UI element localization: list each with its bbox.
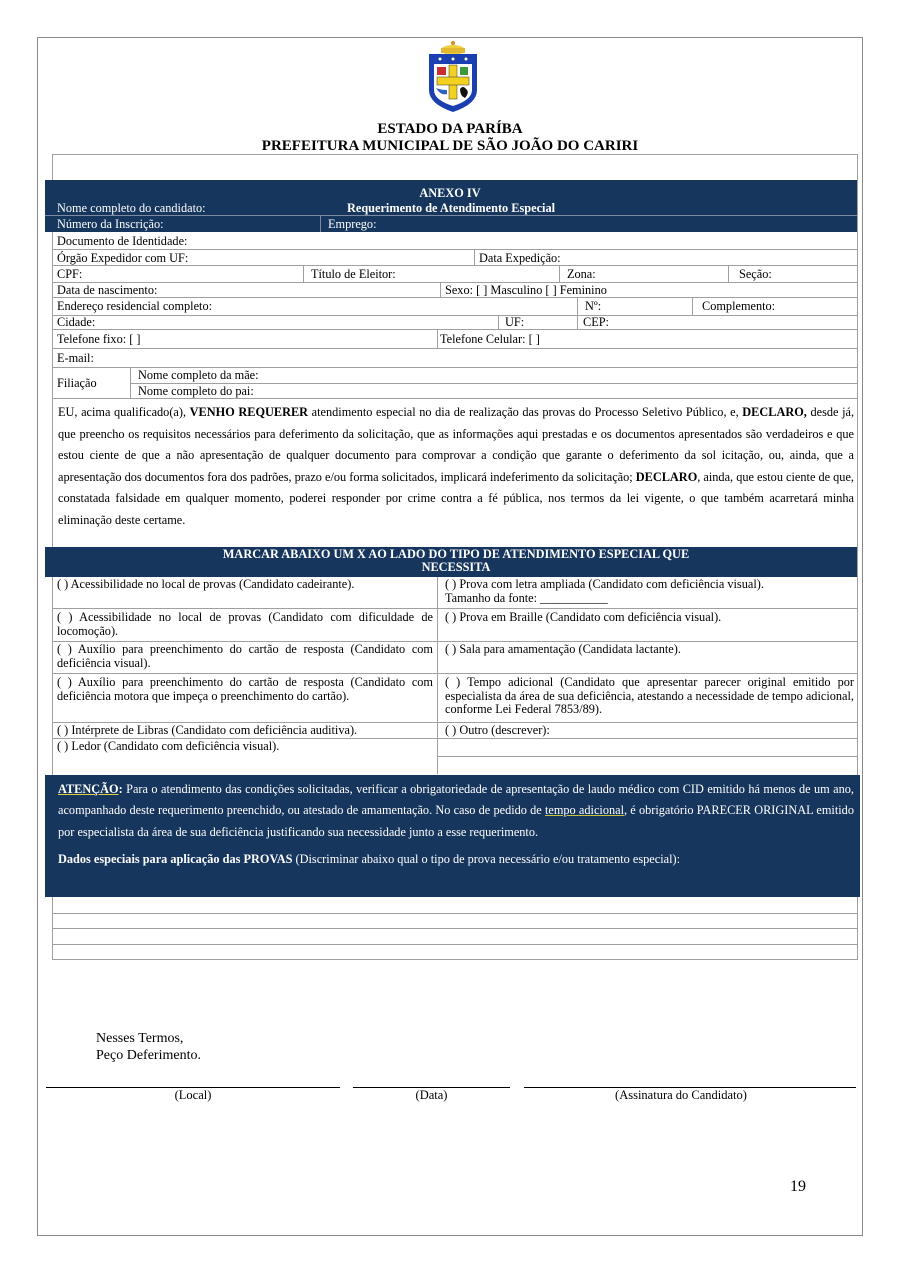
divider [437,756,858,757]
divider [52,348,858,349]
field-endereco[interactable]: Endereço residencial completo: [57,299,213,313]
field-nome-mae[interactable]: Nome completo da mãe: [138,368,259,382]
option-tempo-adicional[interactable]: ( ) Tempo adicional (Candidato que apresentar parecer original emitido por especialista da área de sua deficiência, atestando a necessidade de tempo adicional, conforme Lei Federal 7853/89). [445,675,854,716]
divider [52,398,858,399]
divider [692,298,693,315]
local-label: (Local) [174,1088,212,1102]
divider [52,249,858,250]
state-title: ESTADO DA PARÍBA [377,121,523,137]
field-orgao-expedidor[interactable]: Órgão Expedidor com UF: [57,251,189,265]
divider [728,266,729,282]
closing-line1: Nesses Termos, [96,1031,184,1046]
field-uf[interactable]: UF: [505,315,525,329]
options-header-line2: NECESSITA [421,560,491,574]
declaration-paragraph: EU, acima qualificado(a), VENHO REQUERER atendimento especial no dia de realização das provas do Processo Seletivo Público, e, DECLARO, desde já, que preencho os requisitos necessários para deferimento da solicitação, que as informações aqui prestadas e os documentos apresentados são verdadeiros e que estou ciente de que a não apresentação de qualquer documento para comprovar a condição que garante o deferimento da sol icitação, ou, ainda, que a apresentação dos documentos fora dos padrões, prazo e/ou forma solicitados, implicará indeferimento da solicitação; DECLARO, ainda, que estou ciente de que, constatada falsidade em qualquer momento, poderei responder por crime contra a fé pública, nos termos da lei vigente, o que também acarretará minha eliminação deste certame. [58,405,855,527]
divider [52,329,858,330]
option-acessibilidade-cadeirante[interactable]: ( ) Acessibilidade no local de provas (Candidato cadeirante). [57,577,355,591]
signature-label: (Assinatura do Candidato) [615,1088,747,1102]
divider [130,367,131,398]
field-cep[interactable]: CEP: [583,315,609,329]
special-data-instruction: Dados especiais para aplicação das PROVAS (Discriminar abaixo qual o tipo de prova necessário e/ou tratamento especial): [58,852,681,866]
field-titulo-eleitor[interactable]: Título de Eleitor: [311,267,396,281]
divider [320,216,321,232]
field-emprego[interactable]: Emprego: [328,217,377,231]
divider [437,577,438,774]
field-numero-inscricao[interactable]: Número da Inscrição: [57,217,164,231]
annex-subtitle: Requerimento de Atendimento Especial [347,201,556,215]
field-data-nascimento[interactable]: Data de nascimento: [57,283,158,297]
write-line[interactable] [52,913,858,914]
field-email[interactable]: E-mail: [57,351,94,365]
divider [559,266,560,282]
page-number: 19 [790,1178,806,1195]
field-telefone-celular[interactable]: Telefone Celular: [ ] [440,332,540,346]
field-cidade[interactable]: Cidade: [57,315,96,329]
field-complemento[interactable]: Complemento: [702,299,776,313]
field-sexo[interactable]: Sexo: [ ] Masculino [ ] Feminino [445,283,607,297]
divider [52,673,858,674]
write-line[interactable] [52,959,858,960]
field-secao[interactable]: Seção: [739,267,772,281]
divider [52,608,858,609]
divider [52,315,858,316]
divider [303,266,304,282]
options-header-line1: MARCAR ABAIXO UM X AO LADO DO TIPO DE ATENDIMENTO ESPECIAL QUE [222,547,690,561]
filiacao-label: Filiação [57,376,97,390]
write-line[interactable] [52,944,858,945]
option-outro[interactable]: ( ) Outro (descrever): [445,723,550,737]
date-label: (Data) [415,1088,448,1102]
field-data-expedicao[interactable]: Data Expedição: [479,251,561,265]
option-auxilio-motora[interactable]: ( ) Auxílio para preenchimento do cartão de resposta (Candidato com deficiência motora que impeça o preenchimento do cartão). [57,675,433,703]
coat-of-arms-icon [425,40,481,114]
write-line[interactable] [52,928,858,929]
divider [498,315,499,329]
field-nome-completo[interactable]: Nome completo do candidato: [57,201,206,215]
option-ledor[interactable]: ( ) Ledor (Candidato com deficiência visual). [57,739,280,753]
option-interprete-libras[interactable]: ( ) Intérprete de Libras (Candidato com deficiência auditiva). [57,723,358,737]
field-documento-identidade[interactable]: Documento de Identidade: [57,234,188,248]
divider [52,265,858,266]
field-nome-pai[interactable]: Nome completo do pai: [138,384,254,398]
font-size-field[interactable]: Tamanho da fonte: ___________ [445,591,608,605]
option-letra-ampliada[interactable]: ( ) Prova com letra ampliada (Candidato com deficiência visual). [445,577,764,591]
option-braille[interactable]: ( ) Prova em Braille (Candidato com deficiência visual). [445,610,722,624]
divider [52,297,858,298]
option-acessibilidade-locomocao[interactable]: ( ) Acessibilidade no local de provas (Candidato com dificuldade de locomoção). [57,610,433,638]
field-zona[interactable]: Zona: [567,267,596,281]
field-cpf[interactable]: CPF: [57,267,83,281]
field-telefone-fixo[interactable]: Telefone fixo: [ ] [57,332,141,346]
field-numero[interactable]: Nº: [585,299,602,313]
attention-paragraph: ATENÇÃO: Para o atendimento das condições solicitadas, verificar a obrigatoriedade de apresentação de laudo médico com CID emitido há menos de um ano, acompanhado deste requerimento preenchido, ou atestado de amamentação. No caso de pedido de tempo adicional, é obrigatório PARECER ORIGINAL emitido por especialista da área de sua deficiência justificando sua necessidade junto a esse requerimento. [58,782,854,839]
option-amamentacao[interactable]: ( ) Sala para amamentação (Candidata lactante). [445,642,681,656]
annex-title: ANEXO IV [419,186,481,200]
closing-line2: Peço Deferimento. [96,1048,201,1063]
option-auxilio-visual[interactable]: ( ) Auxílio para preenchimento do cartão de resposta (Candidato com deficiência visual). [57,642,433,670]
municipality-title: PREFEITURA MUNICIPAL DE SÃO JOÃO DO CARIRI [261,138,639,154]
